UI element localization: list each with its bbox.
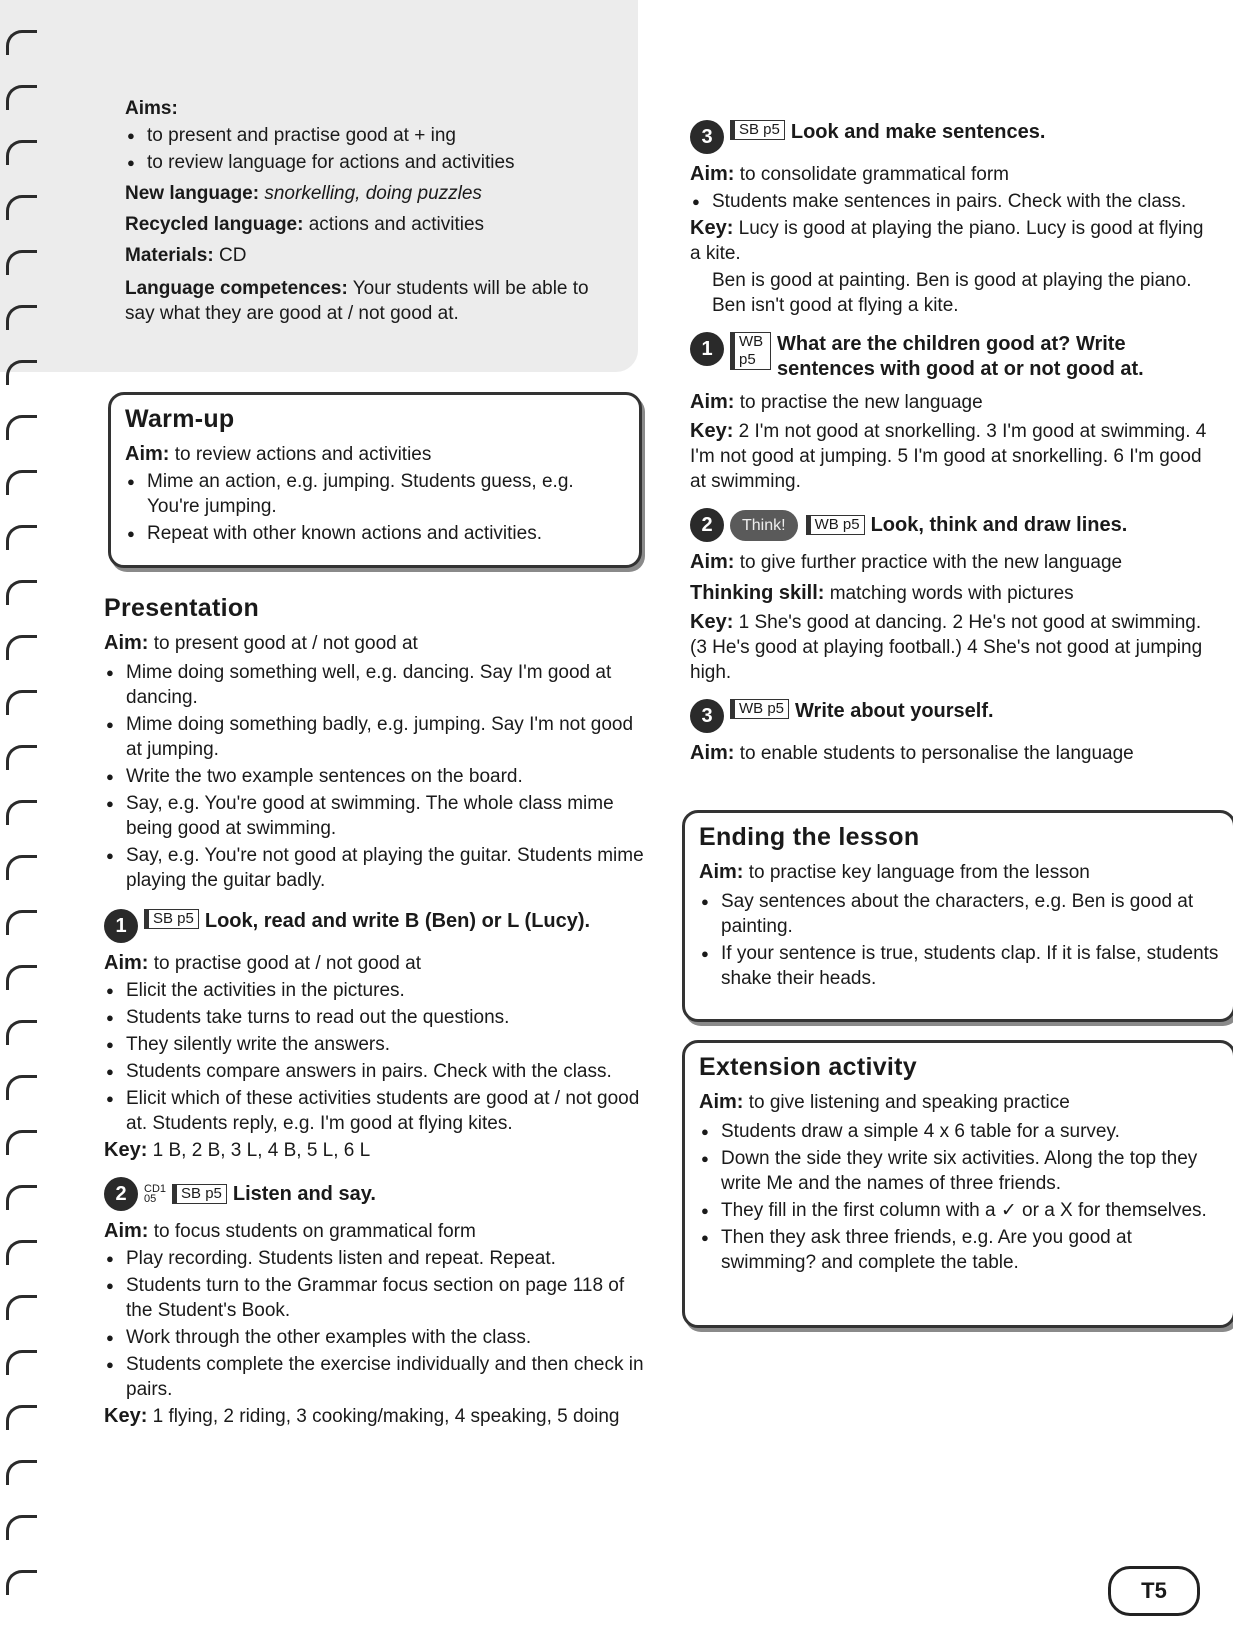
warmup-box xyxy=(108,392,642,568)
page-reference-tag: SB p5 xyxy=(730,120,785,140)
extension-box xyxy=(682,1040,1233,1328)
binding-ring xyxy=(6,580,37,605)
exercise-aim xyxy=(690,741,1210,766)
binding-ring xyxy=(6,1350,37,1375)
aim-text: to practise the new language xyxy=(739,392,983,413)
list-item: ● They silently write the answers. xyxy=(104,1032,644,1057)
aim-text: to give further practice with the new language xyxy=(739,552,1123,573)
language-competences xyxy=(125,276,595,326)
list-item: ● Say, e.g. You're good at swimming. The whole class mime being good at swimming. xyxy=(104,791,644,841)
list-item: ● Students complete the exercise individually and then check in pairs. xyxy=(104,1352,644,1402)
list-item: ● Mime doing something badly, e.g. jumping. Say I'm not good at jumping. xyxy=(104,712,644,762)
exercise-sb1-list xyxy=(104,978,644,1136)
aim-label: Aim: xyxy=(699,1091,744,1113)
binding-ring xyxy=(6,690,37,715)
ending-list xyxy=(699,889,1219,991)
exercise-title: What are the children good at? Write sentences with good at or not good at. xyxy=(777,333,1144,380)
extension-list xyxy=(699,1119,1219,1275)
binding-ring xyxy=(6,745,37,770)
extension-title: Extension activity xyxy=(699,1053,917,1081)
recycled-value: actions and activities xyxy=(308,214,485,235)
ending-box xyxy=(682,810,1233,1022)
list-item: ● Write the two example sentences on the board. xyxy=(104,764,644,789)
binding-ring xyxy=(6,1405,37,1430)
presentation-title: Presentation xyxy=(104,594,260,622)
aim-label: Aim: xyxy=(699,861,744,883)
exercise-number-badge: 1 xyxy=(690,332,724,366)
exercise-sb2-list xyxy=(104,1246,644,1402)
left-column xyxy=(104,594,644,1429)
extension-aim xyxy=(699,1090,1219,1115)
list-item: ● Work through the other examples with the class. xyxy=(104,1325,644,1350)
list-item: ● Mime an action, e.g. jumping. Students guess, e.g. You're jumping. xyxy=(125,469,625,519)
ending-aim xyxy=(699,860,1219,885)
aim-text: to focus students on grammatical form xyxy=(153,1221,476,1242)
list-item: ● Students turn to the Grammar focus section on page 118 of the Student's Book. xyxy=(104,1273,644,1323)
exercise-aim xyxy=(690,390,1210,415)
list-item: ● Students draw a simple 4 x 6 table for a survey. xyxy=(699,1119,1219,1144)
binding-ring xyxy=(6,415,37,440)
binding-ring xyxy=(6,195,37,220)
page-reference-tag: WB p5 xyxy=(730,699,789,719)
exercise-wb1-heading xyxy=(690,332,1210,382)
new-language-value: snorkelling, doing puzzles xyxy=(264,183,482,204)
binding-ring xyxy=(6,470,37,495)
exercise-key xyxy=(690,216,1210,266)
key-label: Key: xyxy=(104,1139,148,1161)
aim-text: to present good at / not good at xyxy=(153,633,418,654)
exercise-sb2-heading xyxy=(104,1177,644,1211)
binding-ring xyxy=(6,965,37,990)
exercise-number-badge: 2 xyxy=(690,508,724,542)
competences-value: Your students will be able to say what they are good at / not good at. xyxy=(125,278,589,324)
key-text: Lucy is good at playing the piano. Lucy is good at flying a kite. xyxy=(690,218,1204,264)
list-item: ● If your sentence is true, students clap. If it is false, students shake their heads. xyxy=(699,941,1219,991)
key-label: Key: xyxy=(690,217,734,239)
list-item: ● Mime doing something well, e.g. dancing. Say I'm good at dancing. xyxy=(104,660,644,710)
exercise-key xyxy=(690,610,1210,685)
list-item: ● Students take turns to read out the questions. xyxy=(104,1005,644,1030)
exercise-key xyxy=(690,419,1210,494)
skill-label: Thinking skill: xyxy=(690,582,825,604)
presentation-list xyxy=(104,660,644,893)
key-text: 2 I'm not good at snorkelling. 3 I'm good at swimming. 4 I'm not good at jumping. 5 I'm good at snorkelling. 6 I'm good at swimming. xyxy=(690,421,1207,492)
exercise-aim xyxy=(104,951,644,976)
binding-ring xyxy=(6,1240,37,1265)
aim-label: Aim: xyxy=(125,443,170,465)
aims-section xyxy=(125,96,595,326)
list-item: ● They fill in the first column with a ✓ or a X for themselves. xyxy=(699,1198,1219,1223)
exercise-sb3-list xyxy=(690,189,1210,214)
exercise-aim xyxy=(104,1219,644,1244)
aim-text: to practise key language from the lesson xyxy=(748,862,1090,883)
list-item: ● Elicit which of these activities students are good at / not good at. Students reply, e.g. I'm good at flying kites. xyxy=(104,1086,644,1136)
new-language xyxy=(125,181,595,206)
binding-ring xyxy=(6,250,37,275)
cd-track-label xyxy=(144,1184,166,1204)
warmup-aim xyxy=(125,442,625,467)
aim-text: to review actions and activities xyxy=(174,444,432,465)
competences-label: Language competences: xyxy=(125,278,348,299)
exercise-number-badge: 2 xyxy=(104,1177,138,1211)
key-label: Key: xyxy=(690,611,734,633)
binding-ring xyxy=(6,30,37,55)
exercise-title: Look, read and write B (Ben) or L (Lucy). xyxy=(204,910,591,932)
key-label: Key: xyxy=(104,1405,148,1427)
list-item: ● Students compare answers in pairs. Check with the class. xyxy=(104,1059,644,1084)
aim-text: to enable students to personalise the language xyxy=(739,743,1134,764)
recycled-language xyxy=(125,212,595,237)
recycled-label: Recycled language: xyxy=(125,214,304,235)
warmup-title: Warm-up xyxy=(125,405,235,433)
page-reference-tag: SB p5 xyxy=(172,1184,227,1204)
aim-label: Aim: xyxy=(690,391,735,413)
binding-ring xyxy=(6,800,37,825)
exercise-key-continued: Ben is good at painting. Ben is good at playing the piano. Ben isn't good at flying a kite. xyxy=(712,270,1192,316)
exercise-key xyxy=(104,1138,644,1163)
exercise-number-badge: 3 xyxy=(690,699,724,733)
binding-ring xyxy=(6,1130,37,1155)
binding-ring xyxy=(6,1515,37,1540)
exercise-sb1-heading xyxy=(104,909,644,943)
binding-ring xyxy=(6,1185,37,1210)
exercise-aim xyxy=(690,162,1210,187)
binding-ring xyxy=(6,910,37,935)
think-badge: Think! xyxy=(730,510,798,541)
aim-label: Aim: xyxy=(104,632,149,654)
materials-value: CD xyxy=(218,245,247,266)
binding-ring xyxy=(6,1020,37,1045)
key-text: 1 B, 2 B, 3 L, 4 B, 5 L, 6 L xyxy=(152,1140,371,1161)
warmup-list xyxy=(125,469,625,546)
list-item: ● Say, e.g. You're not good at playing the guitar. Students mime playing the guitar badly. xyxy=(104,843,644,893)
cd-number: CD1 xyxy=(144,1183,167,1195)
exercise-title: Look, think and draw lines. xyxy=(870,513,1128,536)
binding-ring xyxy=(6,1570,37,1595)
track-number: 05 xyxy=(144,1193,157,1205)
binding-ring xyxy=(6,1460,37,1485)
page-reference-tag: WB p5 xyxy=(806,515,865,535)
exercise-number-badge: 3 xyxy=(690,120,724,154)
materials xyxy=(125,243,595,268)
exercise-sb3-heading xyxy=(690,120,1210,154)
exercise-number-badge: 1 xyxy=(104,909,138,943)
aim-text: to give listening and speaking practice xyxy=(748,1092,1070,1113)
binding-ring xyxy=(6,360,37,385)
exercise-aim xyxy=(690,550,1210,575)
exercise-key xyxy=(104,1404,644,1429)
aim-label: Aim: xyxy=(104,1220,149,1242)
right-column xyxy=(690,120,1210,766)
key-text: 1 flying, 2 riding, 3 cooking/making, 4 speaking, 5 doing xyxy=(152,1406,620,1427)
aim-label: Aim: xyxy=(104,952,149,974)
binding-ring xyxy=(6,1075,37,1100)
exercise-title: Write about yourself. xyxy=(795,700,994,722)
binding-ring xyxy=(6,140,37,165)
binding-ring xyxy=(6,1295,37,1320)
aim-text: to consolidate grammatical form xyxy=(739,164,1010,185)
thinking-skill xyxy=(690,581,1210,606)
materials-label: Materials: xyxy=(125,245,214,266)
binding-ring xyxy=(6,525,37,550)
aims-heading: Aims: xyxy=(125,98,178,119)
binding-ring xyxy=(6,85,37,110)
list-item: ● Down the side they write six activities. Along the top they write Me and the names of three friends. xyxy=(699,1146,1219,1196)
aim-label: Aim: xyxy=(690,551,735,573)
new-language-label: New language: xyxy=(125,183,260,204)
binding-ring xyxy=(6,855,37,880)
key-text: 1 She's good at dancing. 2 He's not good at swimming. (3 He's good at playing football.) 4 She's not good at jumping high. xyxy=(690,612,1203,683)
key-label: Key: xyxy=(690,420,734,442)
exercise-title: Listen and say. xyxy=(232,1182,376,1205)
exercise-title: Look and make sentences. xyxy=(790,121,1046,143)
list-item: ● Then they ask three friends, e.g. Are you good at swimming? and complete the table. xyxy=(699,1225,1219,1275)
list-item: ● to present and practise good at + ing xyxy=(125,123,595,148)
list-item: ● Elicit the activities in the pictures. xyxy=(104,978,644,1003)
exercise-wb3-heading xyxy=(690,699,1210,733)
list-item: ● Say sentences about the characters, e.g. Ben is good at painting. xyxy=(699,889,1219,939)
page-number: T5 xyxy=(1108,1566,1200,1616)
binding-ring xyxy=(6,635,37,660)
page-reference-tag: SB p5 xyxy=(144,909,199,929)
ending-title: Ending the lesson xyxy=(699,823,920,851)
presentation-aim xyxy=(104,631,644,656)
aim-label: Aim: xyxy=(690,742,735,764)
list-item: ● Play recording. Students listen and repeat. Repeat. xyxy=(104,1246,644,1271)
aims-list xyxy=(125,123,595,175)
list-item: ● Repeat with other known actions and activities. xyxy=(125,521,625,546)
page-reference-tag: WB p5 xyxy=(730,332,771,370)
list-item: ● to review language for actions and activities xyxy=(125,150,595,175)
aim-text: to practise good at / not good at xyxy=(153,953,421,974)
binding-ring xyxy=(6,305,37,330)
aim-label: Aim: xyxy=(690,163,735,185)
spiral-binding xyxy=(0,30,48,1630)
skill-text: matching words with pictures xyxy=(829,583,1074,604)
exercise-wb2-heading xyxy=(690,508,1210,542)
list-item: ● Students make sentences in pairs. Check with the class. xyxy=(690,189,1210,214)
